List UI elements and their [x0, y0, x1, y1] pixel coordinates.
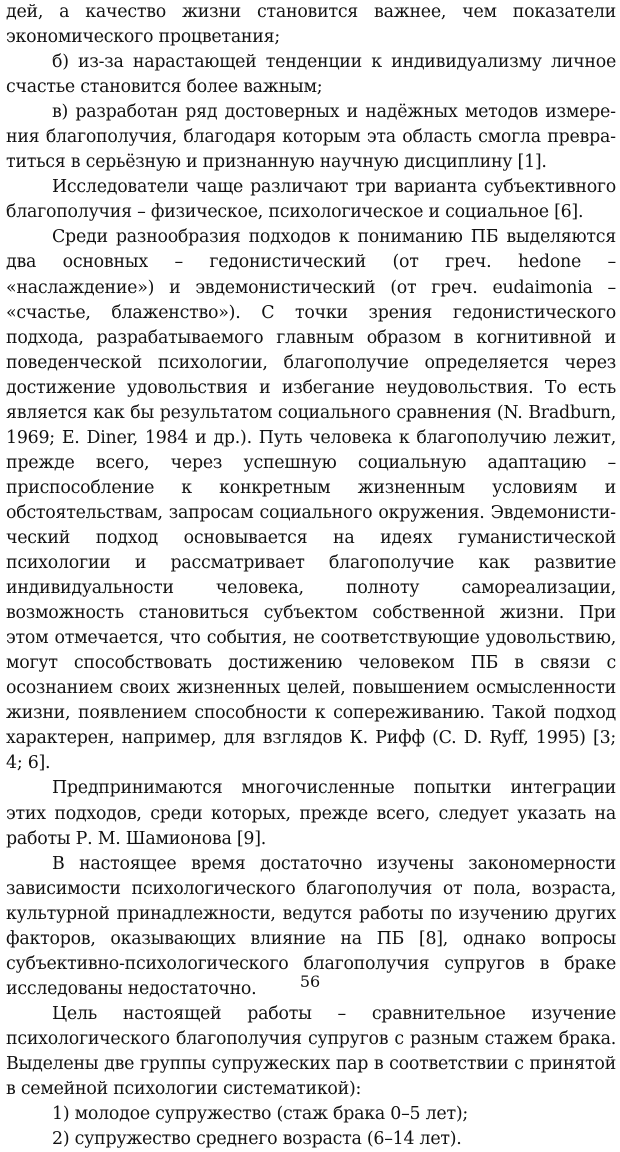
list-item-1: 1) молодое супружество (стаж брака 0–5 лет);	[52, 1104, 468, 1125]
paragraph-8: Цель настоящей работы – сравнительное изучение психологического благополучия супругов с разным стажем брака. Выделены две группы супружеских пар в соответствии с принятой в семейной психологии систематикой):	[6, 1003, 616, 1100]
paragraph-7: В настоящее время достаточно изучены закономерности зависимости психологического благополучия от пола, возраста, культурной принадлежности, ведутся работы по изучению других факторов, оказывающих влияние на ПБ [8], однако вопросы субъективно-психологического благополучия супругов в браке исследованы недостаточно.	[6, 853, 616, 999]
list-item-2: 2) супружество среднего возраста (6–14 лет).	[52, 1129, 462, 1150]
page-number: 56	[299, 972, 321, 991]
paragraph-2: б) из-за нарастающей тенденции к индивидуализму личное счастье становится более важным;	[6, 52, 616, 98]
paragraph-1: дей, а качество жизни становится важнее, чем показатели экономического процветания;	[6, 2, 616, 48]
paragraph-4: Исследователи чаще различают три варианта субъективного благополучия – физическое, психологическое и социальное [6].	[6, 177, 616, 223]
paragraph-3: в) разработан ряд достоверных и надёжных методов измерения благополучия, благодаря которым эта область смогла превратиться в серьёзную и признанную научную дисциплину [1].	[6, 102, 616, 173]
paragraph-6: Предпринимаются многочисленные попытки интеграции этих подходов, среди которых, прежде всего, следует указать на работы Р. М. Шамионова [9].	[6, 778, 616, 849]
paragraph-5: Среди разнообразия подходов к пониманию ПБ выделяются два основных – гедонистический (от греч. hedone – «наслаждение») и эвдемонистический (от греч. eudaimonia – «счастье, блаженство»). С точки зрения гедонистического подхода, разрабатываемого главным образом в когнитивной и поведенческой психологии, благополучие определяется через достижение удовольствия и избегание неудовольствия. То есть является как бы результатом социального сравнения (N. Bradburn, 1969; E. Diner, 1984 и др.). Путь человека к благополучию лежит, прежде всего, через успешную социальную адаптацию – приспособление к конкретным жизненным условиям и обстоятельствам, запросам социального окружения. Эвдемонистический подход основывается на идеях гуманистической психологии и рассматривает благополучие как развитие индивидуальности человека, полноту самореализации, возможность становиться субъектом собственной жизни. При этом отмечается, что события, не соответствующие удовольствию, могут способствовать достижению человеком ПБ в связи с осознанием своих жизненных целей, повышением осмысленности жизни, появлением способности к сопереживанию. Такой подход характерен, например, для взглядов К. Рифф (C. D. Ryff, 1995) [3; 4; 6].	[6, 227, 616, 774]
